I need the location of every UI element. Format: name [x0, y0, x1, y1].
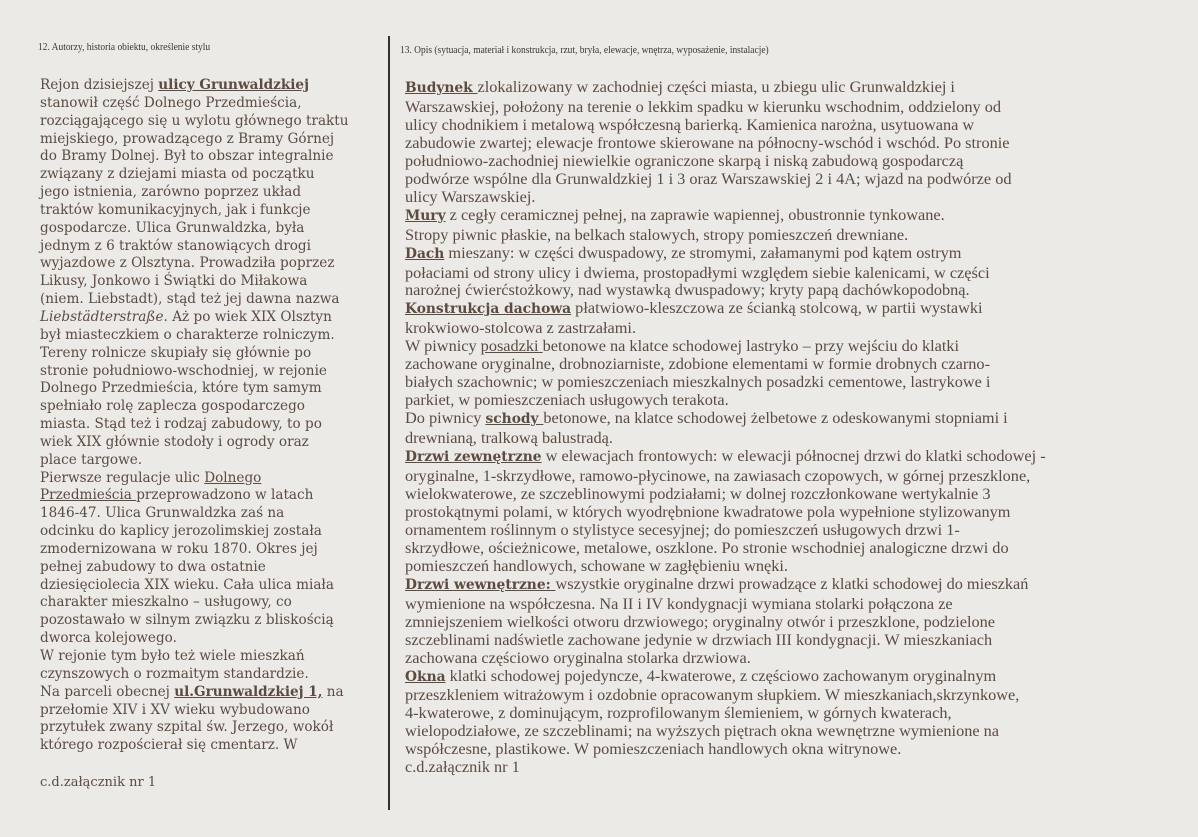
text-segment: skrzydłowe, ościeżnicowe, metalowe, oszklone. Po stronie wschodniej analogiczne drzwi do	[405, 537, 1009, 557]
text-line	[40, 345, 349, 363]
text-line	[40, 148, 349, 166]
text-segment: miejskiego, prowadzącego z Bramy Górnej	[40, 130, 335, 147]
history-text-column	[40, 77, 349, 755]
text-segment: (niem. Liebstadt), stąd też jej dawna nazwa	[40, 291, 340, 308]
text-segment: gospodarcze. Ulica Grunwaldzka, była	[40, 219, 305, 236]
text-line	[40, 380, 349, 398]
text-line	[405, 299, 1046, 319]
text-segment: wiek XIX głównie stodoły i ogrody oraz	[40, 433, 309, 450]
text-segment: wielopodziałowe, ze szczeblinami; na wyższych piętrach okna wewnętrzne wymienione na	[405, 721, 1000, 741]
text-segment: Dolnego Przedmieścia, które tym samym	[40, 380, 322, 397]
text-segment: Tereny rolnicze skupiały się głównie po	[40, 344, 312, 361]
text-line	[405, 152, 1046, 170]
text-segment: był miasteczkiem o charakterze rolniczym.	[40, 326, 335, 343]
text-segment: podwórze wspólne dla Grunwaldzkiej 1 i 3 oraz Warszawskiej 2 i 4A; wjazd na podwórze od	[405, 168, 1012, 188]
bold-heading-term: Okna	[405, 668, 446, 685]
text-line	[405, 631, 1046, 649]
text-line	[405, 557, 1046, 575]
text-line	[405, 758, 1046, 776]
text-segment: wymienione na współczesna. Na II i IV kondygnacji wymiana stolarki połączona ze	[405, 593, 953, 613]
text-segment: Do piwnicy	[405, 408, 486, 428]
text-line	[405, 649, 1046, 667]
text-line	[40, 666, 349, 684]
text-segment: . Aż po wiek XIX Olsztyn	[163, 308, 332, 325]
text-line	[405, 686, 1046, 704]
text-line	[40, 577, 349, 595]
text-segment: wszystkie oryginalne drzwi prowadzące z klatki schodowej do mieszkań	[555, 573, 1029, 593]
text-segment: południowo-zachodniej niewielkie ograniczone skarpą i niską zabudową gospodarczą	[405, 150, 964, 170]
text-line	[40, 559, 349, 577]
text-segment: spełniało rolę zaplecza gospodarczego	[40, 398, 305, 415]
text-line	[405, 409, 1046, 429]
text-segment: zmodernizowana w roku 1870. Okres jej	[40, 540, 318, 557]
text-segment: 1846-47. Ulica Grunwaldzka zaś na	[40, 505, 285, 522]
left-footer-note: c.d.załącznik nr 1	[40, 775, 157, 790]
text-segment: Na parceli obecnej	[40, 683, 175, 700]
text-line	[40, 737, 349, 755]
bold-heading-term: Mury	[405, 207, 446, 224]
text-line	[405, 521, 1046, 539]
text-line	[405, 206, 1046, 226]
text-line	[40, 291, 349, 309]
text-segment: ulicy chodnikiem i metalową współczesną barierką. Kamienica narożna, usytuowana w	[405, 114, 975, 134]
section-12-header: 12. Autorzy, historia obiektu, określenie stylu	[38, 42, 211, 53]
text-segment: z cegły ceramicznej pełnej, na zaprawie wapiennej, obustronnie tynkowane.	[445, 204, 945, 224]
text-segment: przełomie XIV i XV wieku wybudowano	[40, 701, 310, 718]
text-line	[405, 337, 1046, 355]
text-line	[405, 613, 1046, 631]
text-segment: betonowe, na klatce schodowej żelbetowe z odeskowanymi stopniami i	[543, 408, 1008, 428]
text-line	[405, 98, 1046, 116]
text-segment: wielokwaterowe, ze szczeblinowymi podziałami; w dolnej rozczłonkowane wertykalnie 3	[405, 483, 991, 503]
text-line	[405, 373, 1046, 391]
bold-heading-term: ul.Grunwaldzkiej 1,	[174, 683, 323, 700]
text-line	[405, 595, 1046, 613]
text-segment: białych szachownic; w pomieszczeniach mieszkalnych posadzki cementowe, lastrykowe i	[405, 372, 991, 392]
text-line	[405, 78, 1046, 98]
bold-heading-term: ulicy Grunwaldzkiej	[158, 77, 309, 93]
text-line	[405, 226, 1046, 244]
text-segment: place targowe.	[40, 451, 143, 468]
text-segment: mieszany: w części dwuspadowy, ze stromymi, załamanymi pod kątem ostrym	[444, 242, 962, 262]
text-segment: przytułek zwany szpital św. Jerzego, wokół	[40, 719, 334, 736]
text-segment: odcinku do kaplicy jerozolimskiej została	[40, 523, 322, 540]
text-line	[405, 116, 1046, 134]
text-segment: do Bramy Dolnej. Był to obszar integralnie	[40, 148, 334, 165]
text-segment: traktów komunikacyjnych, jak i funkcje	[40, 201, 311, 218]
text-line	[40, 273, 349, 291]
italic-text: Liebstädterstraße	[40, 308, 164, 325]
text-line	[405, 485, 1046, 503]
column-divider	[388, 36, 390, 810]
text-line	[40, 113, 349, 131]
text-line	[40, 327, 349, 345]
underlined-text: Przedmieścia	[40, 487, 137, 504]
bold-heading-term: Konstrukcja dachowa	[405, 301, 572, 318]
text-segment: zmniejszeniem wielkości otworu drzwiowego; oryginalny otwór i przeszklone, podzielone	[405, 611, 996, 631]
text-segment: przeprowadzono w latach	[136, 487, 314, 504]
section-13-header: 13. Opis (sytuacja, materiał i konstrukcja, rzut, bryła, elewacje, wnętrza, wyposażenie, instalacje)	[400, 45, 769, 56]
text-line	[405, 244, 1046, 264]
text-segment: współczesne, plastikowe. W pomieszczeniach handlowych okna witrynowe.	[405, 739, 902, 759]
text-segment: dziesięciolecia XIX wieku. Cała ulica miała	[40, 576, 334, 593]
text-line	[405, 667, 1046, 687]
text-line	[40, 398, 349, 416]
text-segment: w elewacjach frontowych: w elewacji północnej drzwi do klatki schodowej -	[541, 446, 1046, 466]
text-line	[40, 505, 349, 523]
text-segment: parkiet, w pomieszczeniach usługowych terakota.	[405, 390, 729, 410]
text-segment: drewnianą, tralkową balustradą.	[405, 428, 613, 448]
text-segment: płatwiowo-kleszczowa ze ścianką stolcową, w partii wystawki	[571, 298, 983, 318]
text-segment: miasta. Stąd też i rodzaj zabudowy, to po	[40, 416, 322, 433]
text-segment: charakter mieszkalno – usługowy, co	[40, 594, 292, 611]
text-segment: c.d.załącznik nr 1	[405, 757, 520, 777]
text-segment: klatki schodowej pojedyncze, 4-kwaterowe, z częściowo zachowanym oryginalnym	[445, 665, 997, 685]
text-segment: dworca kolejowego.	[40, 630, 177, 647]
text-line	[40, 255, 349, 273]
text-line	[40, 612, 349, 630]
text-segment: zachowane oryginalne, drobnoziarniste, zdobione elementami w formie drobnych czarno-	[405, 354, 990, 374]
text-segment: Warszawskiej, położony na terenie o lekkim spadku w kierunku wschodnim, oddzielony od	[405, 96, 1001, 116]
text-segment: W rejonie tym było też wiele mieszkań	[40, 648, 305, 664]
text-segment: Pierwsze regulacje ulic	[40, 469, 205, 486]
text-segment: pozostawało w silnym związku z bliskością	[40, 612, 334, 629]
text-line	[405, 188, 1046, 206]
text-segment: jego istnienia, zarówno poprzez układ	[40, 184, 302, 201]
text-segment: czynszowych o rozmaitym standardzie.	[40, 665, 309, 682]
text-segment: stanowił część Dolnego Przedmieścia,	[40, 94, 302, 111]
text-line	[405, 467, 1046, 485]
text-line	[40, 630, 349, 648]
text-line	[405, 740, 1046, 758]
underlined-text: posadzki	[480, 336, 543, 356]
text-line	[40, 541, 349, 559]
bold-heading-term: Drzwi zewnętrzne	[405, 449, 542, 466]
text-line	[405, 355, 1046, 373]
text-segment: W piwnicy	[405, 336, 481, 356]
bold-heading-term: Dach	[405, 245, 445, 262]
underlined-text: Dolnego	[204, 469, 262, 486]
bold-heading-term: Budynek	[405, 80, 478, 96]
text-line	[40, 594, 349, 612]
text-segment: wyjazdowe z Olsztyna. Prowadziła poprzez	[40, 255, 335, 272]
text-segment: Stropy piwnic płaskie, na belkach stalowych, stropy pomieszczeń drewniane.	[405, 224, 909, 244]
text-segment: 4-kwaterowe, z dominującym, rozprofilowanym ślemieniem, w górnych kwaterach,	[405, 703, 952, 723]
text-segment: narożnej ćwierćstożkowy, nad wystawką dwuspadowy; kryty papą dachówkopodobną.	[405, 280, 970, 300]
text-line	[40, 523, 349, 541]
text-segment: ulicy Warszawskiej.	[405, 186, 536, 206]
text-segment: rozciągającego się u wylotu głównego traktu	[40, 112, 349, 129]
text-segment: którego rozpościerał się cmentarz. W	[40, 737, 298, 754]
text-segment: szczeblinami nadświetle zachowane jedynie w drzwiach III kondygnacji. W mieszkaniach	[405, 629, 993, 649]
text-line	[40, 470, 349, 488]
text-line	[40, 166, 349, 184]
text-segment: pełnej zabudowy to dwa ostatnie	[40, 558, 266, 575]
bold-heading-term: Drzwi wewnętrzne:	[405, 576, 556, 593]
text-segment: zlokalizowany w zachodniej części miasta, u zbiegu ulic Grunwaldzkiej i	[477, 77, 955, 96]
text-segment: przeszkleniem witrażowym i ozdobnie opracowanym słupkiem. W mieszkaniach,skrzynkowe,	[405, 685, 1020, 705]
text-line	[40, 184, 349, 202]
text-segment: Rejon dzisiejszej	[40, 77, 159, 93]
text-line	[405, 319, 1046, 337]
text-segment: betonowe na klatce schodowej lastryko – przy wejściu do klatki	[542, 336, 960, 356]
text-line	[40, 309, 349, 327]
text-segment: związany z dziejami miasta od początku	[40, 166, 315, 183]
text-segment: pomieszczeń handlowych, schowane w zagłębieniu wnęki.	[405, 555, 788, 575]
text-line	[405, 575, 1046, 595]
text-segment: stronie południowo-wschodniej, w rejonie	[40, 362, 327, 379]
text-line	[405, 170, 1046, 188]
text-segment: jednym z 6 traktów stanowiących drogi	[40, 237, 311, 254]
text-line	[40, 452, 349, 470]
text-line	[40, 238, 349, 256]
text-line	[405, 134, 1046, 152]
text-line	[405, 722, 1046, 740]
text-line	[40, 220, 349, 238]
text-line	[405, 503, 1046, 521]
description-text-column	[405, 78, 1046, 776]
text-line	[405, 391, 1046, 409]
text-segment: na	[322, 683, 344, 700]
text-segment: Likusy, Jonkowo i Świątki do Miłakowa	[40, 273, 308, 290]
bold-heading-term: schody	[485, 411, 544, 428]
text-segment: prostokątnymi polami, w których wyodrębnione kwadratowe pola wypełnione stylizowanym	[405, 501, 1011, 521]
text-line	[40, 131, 349, 149]
text-line	[405, 539, 1046, 557]
text-line	[40, 702, 349, 720]
text-line	[405, 704, 1046, 722]
text-line	[40, 363, 349, 381]
text-line	[405, 281, 1046, 299]
text-line	[40, 719, 349, 737]
text-line	[405, 447, 1046, 467]
text-segment: zabudowie zwartej; elewacje frontowe skierowane na północny-wschód i wschód. Po stronie	[405, 132, 1010, 152]
text-line	[40, 77, 349, 95]
text-line	[405, 429, 1046, 447]
text-segment: połaciami od strony ulicy i dwiema, prostopadłymi względem siebie kalenicami, w części	[405, 262, 990, 282]
text-segment: ornamentem roślinnym o stylistyce secesyjnej; do pomieszczeń usługowych drzwi 1-	[405, 519, 960, 539]
text-segment: oryginalne, 1-skrzydłowe, ramowo-płycinowe, na zawiasach czopowych, w górnej przeszklone,	[405, 466, 1031, 486]
text-line	[40, 202, 349, 220]
text-segment: zachowana częściowo oryginalna stolarka drzwiowa.	[405, 647, 751, 667]
text-line	[40, 95, 349, 113]
text-line	[40, 487, 349, 505]
text-segment: krokwiowo-stolcowa z zastrzałami.	[405, 318, 637, 338]
text-line	[40, 684, 349, 702]
text-line	[40, 416, 349, 434]
text-line	[40, 434, 349, 452]
text-line	[40, 648, 349, 666]
text-line	[405, 264, 1046, 282]
